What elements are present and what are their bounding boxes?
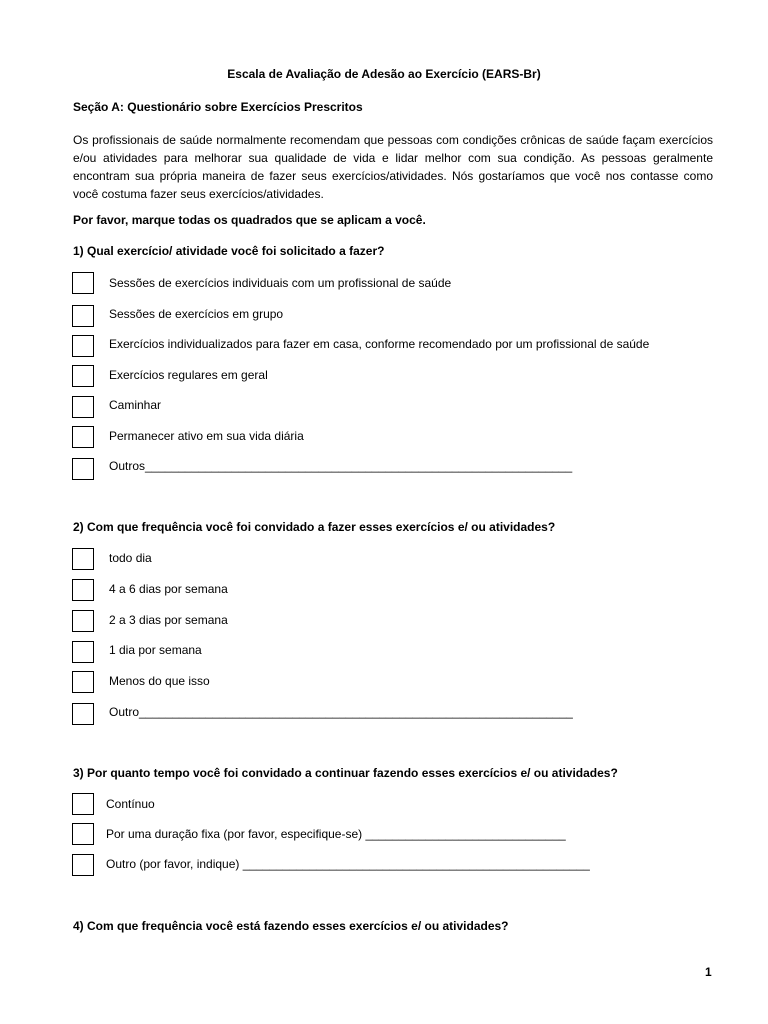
option-label: 2 a 3 dias por semana	[109, 613, 228, 627]
checkbox[interactable]	[72, 610, 94, 632]
checkbox[interactable]	[72, 854, 94, 876]
option-label: Sessões de exercícios em grupo	[109, 307, 284, 321]
option-label: Outro (por favor, indique) ____________________________________________________	[106, 857, 590, 871]
option-label: Contínuo	[106, 797, 155, 811]
checkbox[interactable]	[72, 671, 94, 693]
checkbox[interactable]	[72, 365, 94, 387]
checkbox[interactable]	[72, 396, 94, 418]
question-3-label: 3) Por quanto tempo você foi convidado a continuar fazendo esses exercícios e/ ou atividades?	[73, 766, 618, 780]
checkbox[interactable]	[72, 641, 94, 663]
instruction: Por favor, marque todas os quadrados que se aplicam a você.	[73, 213, 426, 227]
option-label: 4 a 6 dias por semana	[109, 582, 228, 596]
checkbox[interactable]	[72, 335, 94, 357]
option-label: Outro_________________________________________________________________	[109, 705, 573, 719]
checkbox[interactable]	[72, 579, 94, 601]
checkbox[interactable]	[72, 703, 94, 725]
option-label: Outros________________________________________________________________	[109, 459, 573, 473]
checkbox[interactable]	[72, 823, 94, 845]
question-1-label: 1) Qual exercício/ atividade você foi solicitado a fazer?	[73, 244, 385, 258]
option-label: todo dia	[109, 551, 152, 565]
option-label: Caminhar	[109, 398, 162, 412]
option-label: Menos do que isso	[109, 674, 210, 688]
checkbox[interactable]	[72, 458, 94, 480]
intro-paragraph: Os profissionais de saúde normalmente recomendam que pessoas com condições crônicas de saúde façam exercícios e/ou atividades para melhorar sua qualidade de vida e lidar melhor com sua condição. As pessoas geralmente encontram sua própria maneira de fazer seus exercícios/atividades. Nós gostaríamos que você nos contasse como você costuma fazer seus exercícios/atividades.	[73, 133, 713, 201]
option-label: Exercícios individualizados para fazer em casa, conforme recomendado por um profissional de saúde	[109, 337, 650, 351]
option-label: 1 dia por semana	[109, 643, 202, 657]
checkbox[interactable]	[72, 305, 94, 327]
checkbox[interactable]	[72, 793, 94, 815]
checkbox[interactable]	[72, 548, 94, 570]
option-label: Por uma duração fixa (por favor, especifique-se) ______________________________	[106, 827, 566, 841]
question-2-label: 2) Com que frequência você foi convidado a fazer esses exercícios e/ ou atividades?	[73, 520, 556, 534]
option-label: Sessões de exercícios individuais com um profissional de saúde	[109, 276, 452, 290]
document-title: Escala de Avaliação de Adesão ao Exercício (EARS-Br)	[227, 67, 541, 81]
section-heading: Seção A: Questionário sobre Exercícios Prescritos	[73, 100, 363, 114]
question-4-label: 4) Com que frequência você está fazendo esses exercícios e/ ou atividades?	[73, 919, 509, 933]
page-number: 1	[705, 965, 712, 979]
checkbox[interactable]	[72, 426, 94, 448]
checkbox[interactable]	[72, 272, 94, 294]
option-label: Permanecer ativo em sua vida diária	[109, 429, 304, 443]
option-label: Exercícios regulares em geral	[109, 368, 268, 382]
